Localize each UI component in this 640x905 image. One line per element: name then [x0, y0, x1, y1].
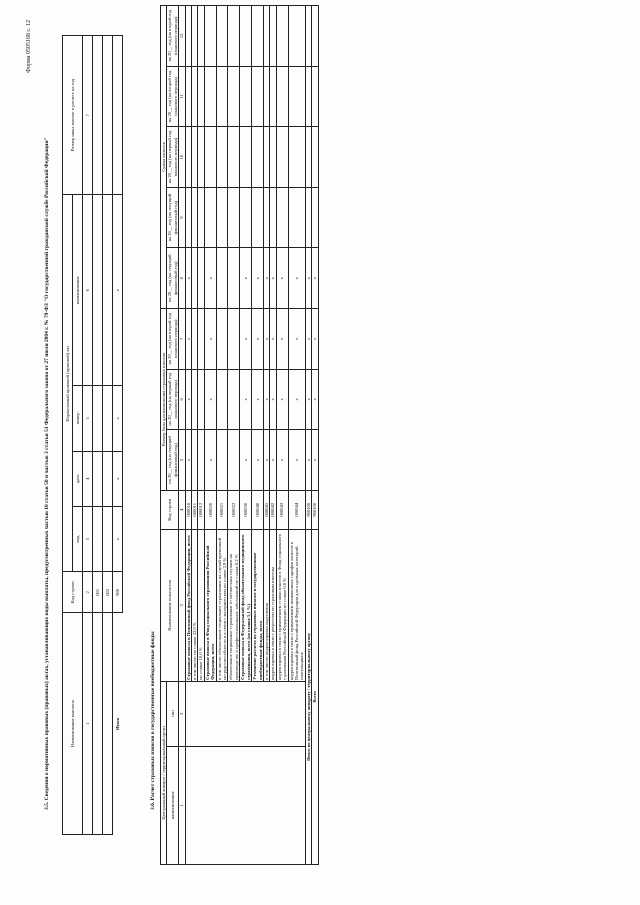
value-cell — [204, 187, 216, 248]
value-cell — [216, 309, 228, 370]
value-cell: x — [204, 248, 216, 309]
value-cell: x — [276, 309, 288, 370]
value-cell: x — [305, 248, 311, 309]
table-row-total — [113, 36, 123, 835]
header-base-group: Размер базы для начисления страховых взносов — [161, 309, 167, 491]
value-cell — [228, 309, 240, 370]
header-second-year: на 20__ год (на второй год планового периода) — [167, 66, 179, 127]
value-cell: x — [270, 369, 276, 430]
row-code: 000043 — [276, 490, 288, 529]
value-cell — [228, 187, 240, 248]
value-cell: x — [312, 369, 318, 430]
value-cell — [204, 127, 216, 188]
col-number: 4 — [83, 451, 93, 506]
value-cell — [288, 6, 305, 67]
value-cell: x — [252, 248, 264, 309]
value-cell — [312, 6, 318, 67]
header-org-group: Центральный аппарат / территориальный орган — [161, 681, 167, 864]
col-number: 4 — [179, 490, 185, 529]
header-first-year: на 20__ год (на первый год планового периода) — [167, 369, 179, 430]
org-name-cell — [185, 746, 305, 864]
header-row-code: Код строки — [161, 490, 179, 529]
header-act-type: вид — [73, 506, 83, 572]
section-3-5-title: 3.5. Сведения о нормативных правовых (правовых) актах, устанавливающих виды выплаты, предусмотренных частью 10 статьи 50 и частью 3 статьи 51 Федерального закона от 27 июля 2004 г. № 79-ФЗ "О государственной гражданской службе Российской Федерации" — [44, 137, 50, 810]
value-cell: x — [276, 369, 288, 430]
value-cell: x — [263, 369, 269, 430]
value-cell: x — [312, 309, 318, 370]
value-cell — [276, 187, 288, 248]
value-cell: x — [305, 369, 311, 430]
org-type-cell — [185, 681, 305, 746]
indicator-label: корректировка в связи с применением пониженных тарифов взносов в Пенсионный фонд Российской Федерации для отдельных категорий плательщиков — [288, 529, 305, 681]
value-cell: x — [240, 248, 252, 309]
value-cell — [216, 127, 228, 188]
header-second-year: на 20__ год (на второй год планового периода) — [167, 309, 179, 370]
total-label: Итого по центральному аппарату / территориальному органу — [305, 529, 311, 864]
total-code: 900 — [113, 572, 123, 613]
value-cell — [276, 66, 288, 127]
row-code: 000030 — [240, 490, 252, 529]
value-cell: x — [240, 369, 252, 430]
value-cell — [288, 66, 305, 127]
header-payment-name: Наименование выплаты — [63, 613, 83, 835]
form-id: Форма 0505168 с. 12 — [26, 20, 32, 73]
value-cell — [240, 127, 252, 188]
value-cell — [216, 430, 228, 491]
indicator-label: в том числе: по ставке 22,0 % — [192, 529, 198, 681]
value-cell — [312, 127, 318, 188]
header-org-name: наименование — [167, 746, 179, 864]
value-cell — [312, 187, 318, 248]
value-cell — [312, 66, 318, 127]
row-code: 000021 — [216, 490, 228, 529]
row-code: 900100 — [305, 490, 311, 529]
value-cell: x — [263, 430, 269, 491]
x-mark: x — [113, 451, 123, 506]
value-cell: x — [288, 309, 305, 370]
table-3-6 — [160, 5, 319, 865]
total-label: Итого — [115, 717, 121, 730]
indicator-label: обязательное социальное страхование от несчастных случаев на производстве и профессиональных заболеваний по ставке 0,2 % — [228, 529, 240, 681]
value-cell — [276, 6, 288, 67]
value-cell — [216, 6, 228, 67]
header-act-date: дата — [73, 451, 83, 506]
indicator-label: в том числе: корректировка округления — [263, 529, 269, 681]
section-3-6-title: 3.6. Расчет страховых взносов в государственные внебюджетные фонды — [150, 631, 156, 810]
indicator-label: Уточнение расчета по страховым взносам в государственные внебюджетные фонды, всего — [252, 529, 264, 681]
header-first-year: на 20__ год (на первый год планового периода) — [167, 127, 179, 188]
col-number: 3 — [179, 529, 185, 681]
value-cell: x — [288, 248, 305, 309]
indicator-label: в том числе: обязательное социальное страхование на случай временной нетрудоспособности и в связи с материнством по ставке 2,9 % — [216, 529, 228, 681]
row-code: 000011 — [192, 490, 198, 529]
header-current-year: на 20__ год (на текущий финансовый год) — [167, 430, 179, 491]
value-cell — [228, 430, 240, 491]
indicator-label: корректировка в связи с регрессом по страховым взносам — [270, 529, 276, 681]
header-act-number: номер — [73, 386, 83, 452]
col-number: 3 — [83, 506, 93, 572]
value-cell — [252, 187, 264, 248]
indicator-label: Страховые взносы в Пенсионный фонд Российской Федерации, всего — [185, 529, 191, 681]
value-cell: x — [276, 248, 288, 309]
value-cell — [288, 127, 305, 188]
col-number: 1 — [83, 613, 93, 835]
header-row-code: Код строки — [63, 572, 83, 613]
value-cell — [204, 66, 216, 127]
header-current-year: на 20__ год (на текущий финансовый год) — [167, 248, 179, 309]
value-cell: x — [276, 430, 288, 491]
indicator-label: Страховые взносы в Фонд социального страхования Российской Федерации, всего — [204, 529, 216, 681]
row-code: 002 — [103, 572, 113, 613]
value-cell: x — [204, 430, 216, 491]
col-number: 5 — [179, 430, 185, 491]
value-cell: x — [270, 430, 276, 491]
value-cell — [276, 127, 288, 188]
value-cell — [252, 66, 264, 127]
value-cell: x — [204, 369, 216, 430]
header-current-year: на 20__ год (на текущий финансовый год) — [167, 187, 179, 248]
x-mark: x — [113, 195, 123, 386]
value-cell: x — [312, 248, 318, 309]
value-cell: x — [185, 430, 191, 491]
row-code: 000040 — [252, 490, 264, 529]
value-cell — [240, 187, 252, 248]
row-code: 000044 — [288, 490, 305, 529]
x-mark: x — [113, 506, 123, 572]
row-code: 000010 — [185, 490, 191, 529]
total-label: Всего — [312, 529, 318, 864]
col-number: 5 — [83, 386, 93, 452]
indicator-label: по ставке 10,0 % — [198, 529, 204, 681]
value-cell — [228, 6, 240, 67]
value-cell: x — [185, 369, 191, 430]
value-cell: x — [252, 430, 264, 491]
value-cell: x — [288, 430, 305, 491]
col-number: 7 — [83, 36, 93, 195]
value-cell: x — [263, 248, 269, 309]
header-act-name: наименование — [73, 195, 83, 386]
value-cell — [252, 6, 264, 67]
col-number: 2 — [83, 572, 93, 613]
value-cell — [204, 6, 216, 67]
table-row — [103, 36, 113, 835]
value-cell — [228, 66, 240, 127]
value-cell — [216, 187, 228, 248]
col-number: 8 — [179, 248, 185, 309]
row-code: 001 — [93, 572, 103, 613]
col-number: 9 — [179, 187, 185, 248]
value-cell — [228, 248, 240, 309]
value-cell: x — [305, 309, 311, 370]
value-cell: x — [185, 309, 191, 370]
value-cell: x — [270, 309, 276, 370]
row-code: 000041 — [263, 490, 269, 529]
col-number: 10 — [179, 127, 185, 188]
value-cell: x — [252, 369, 264, 430]
value-cell: x — [270, 248, 276, 309]
row-code: 900100 — [312, 490, 318, 529]
table-row — [93, 36, 103, 835]
value-cell: x — [204, 309, 216, 370]
col-number: 1 — [179, 746, 185, 864]
value-cell: x — [185, 248, 191, 309]
value-cell — [216, 248, 228, 309]
value-cell — [240, 66, 252, 127]
row-code: 000020 — [204, 490, 216, 529]
header-second-year: на 20__ год (на второй год планового периода) — [167, 6, 179, 67]
header-contrib-group: Сумма взносов — [161, 6, 167, 309]
value-cell: x — [252, 309, 264, 370]
col-number: 6 — [83, 195, 93, 386]
value-cell — [240, 6, 252, 67]
x-mark: x — [113, 386, 123, 452]
col-number: 12 — [179, 6, 185, 67]
value-cell — [228, 369, 240, 430]
header-act-group: Нормативный правовой (правовой) акт — [63, 195, 73, 572]
table-3-5 — [62, 35, 123, 835]
value-cell — [216, 369, 228, 430]
header-indicator: Наименование показателя — [161, 529, 179, 681]
value-cell: x — [240, 430, 252, 491]
value-cell: x — [263, 309, 269, 370]
indicator-label: Страховые взносы в Федеральный фонд обязательного медицинского страхования, всего (по ставке 5,1 %) — [240, 529, 252, 681]
row-code: 000012 — [198, 490, 204, 529]
value-cell: x — [312, 430, 318, 491]
value-cell — [288, 187, 305, 248]
col-number: 11 — [179, 66, 185, 127]
indicator-label: корректировка в связи с применением ставки взносов в Фонд социального страхования Российской Федерации по ставке 0,0 % — [276, 529, 288, 681]
header-org-type: тип — [167, 681, 179, 746]
value-cell — [216, 66, 228, 127]
header-amount: Размер иных выплат в расчете на год — [63, 36, 83, 195]
col-number: 7 — [179, 309, 185, 370]
row-code: 000022 — [228, 490, 240, 529]
col-number: 2 — [179, 681, 185, 746]
value-cell — [252, 127, 264, 188]
value-cell — [228, 127, 240, 188]
value-cell: x — [288, 369, 305, 430]
value-cell: x — [240, 309, 252, 370]
value-cell: x — [305, 430, 311, 491]
row-code: 000042 — [270, 490, 276, 529]
table-row — [312, 6, 318, 865]
col-number: 6 — [179, 369, 185, 430]
